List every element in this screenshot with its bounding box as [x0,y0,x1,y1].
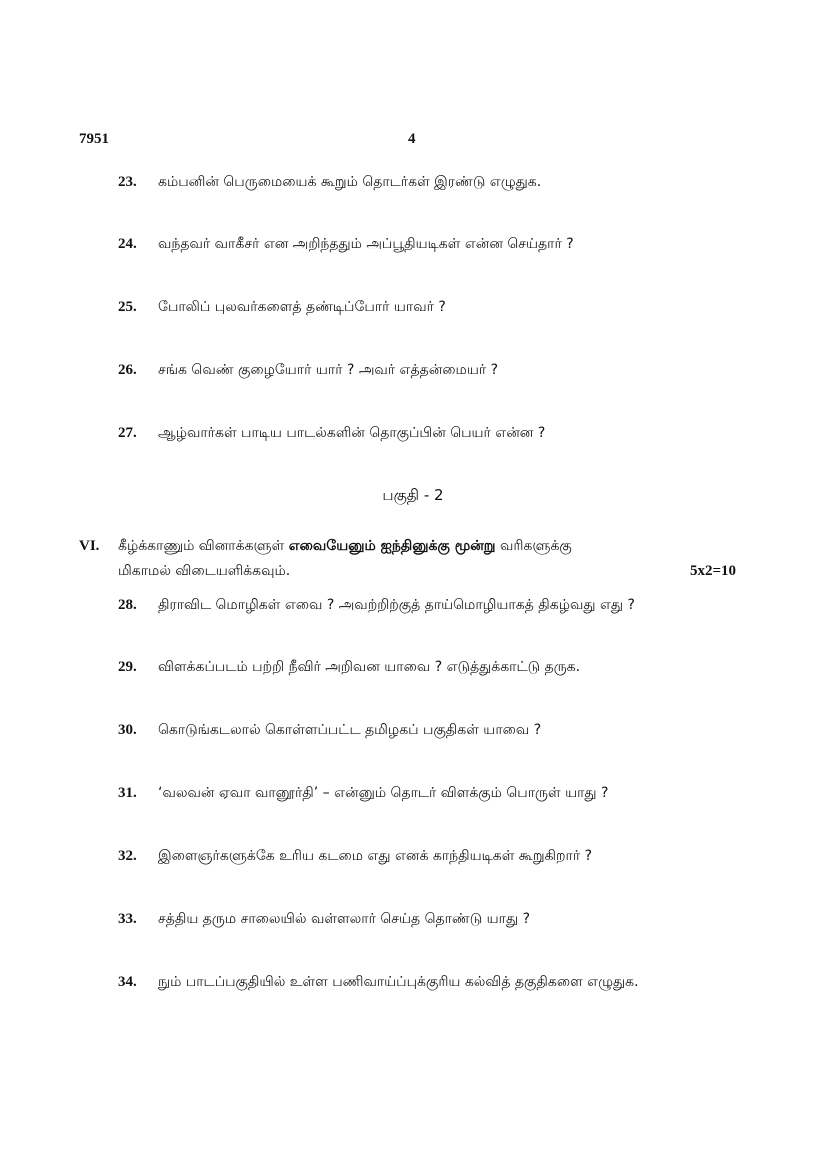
question-text: சத்திய தரும சாலையில் வள்ளலார் செய்த தொண்டு யாது ? [158,911,530,927]
question-text: விளக்கப்படம் பற்றி நீவிர் அறிவன யாவை ? எடுத்துக்காட்டு தருக. [158,659,581,675]
question-28 [118,597,635,615]
question-27 [118,425,545,443]
question-number: 30. [118,722,137,738]
question-text: வந்தவர் வாகீசர் என அறிந்ததும் அப்பூதியடிகள் என்ன செய்தார் ? [158,236,574,252]
instruction-emphasis: எவையேனும் ஐந்தினுக்கு மூன்று [288,538,496,554]
question-number: 31. [118,785,137,801]
question-30 [118,722,541,740]
marks-allocation: 5x2=10 [690,563,737,579]
instruction-text-after: வரிகளுக்கு [495,538,572,554]
question-text: இளைஞர்களுக்கே உரிய கடமை எது எனக் காந்தியடிகள் கூறுகிறார் ? [158,848,593,864]
instruction-number: VI. [79,538,100,554]
section-title: பகுதி - 2 [382,486,444,504]
question-text: திராவிட மொழிகள் எவை ? அவற்றிற்குத் தாய்மொழியாகத் திகழ்வது எது ? [158,597,635,613]
question-26 [118,362,498,380]
question-text: கம்பனின் பெருமையைக் கூறும் தொடர்கள் இரண்டு எழுதுக. [158,174,542,190]
question-number: 32. [118,848,137,864]
question-34 [118,974,639,992]
question-number: 34. [118,974,137,990]
question-text: ஆழ்வார்கள் பாடிய பாடல்களின் தொகுப்பின் பெயர் என்ன ? [158,425,546,441]
question-number: 33. [118,911,137,927]
question-text: போலிப் புலவர்களைத் தண்டிப்போர் யாவர் ? [158,299,446,315]
instruction-line-2: மிகாமல் விடையளிக்கவும். [118,563,291,579]
question-31 [118,785,608,803]
question-number: 28. [118,597,137,613]
instruction-text-before: கீழ்க்காணும் வினாக்களுள் [118,538,289,554]
question-number: 24. [118,236,137,252]
question-29 [118,659,580,677]
page-number: 4 [408,131,416,147]
question-number: 25. [118,299,137,315]
question-text: ‘வலவன் ஏவா வானூர்தி’ – என்னும் தொடர் விளக்கும் பொருள் யாது ? [158,785,609,801]
question-25 [118,299,446,317]
question-text: கொடுங்கடலால் கொள்ளப்பட்ட தமிழகப் பகுதிகள் யாவை ? [158,722,542,738]
question-text: சங்க வெண் குழையோர் யார் ? அவர் எத்தன்மையர் ? [158,362,499,378]
question-24 [118,236,574,254]
question-number: 27. [118,425,137,441]
instruction-line-1 [118,538,572,556]
question-text: நும் பாடப்பகுதியில் உள்ள பணிவாய்ப்புக்குரிய கல்வித் தகுதிகளை எழுதுக. [158,974,639,990]
question-23 [118,174,541,192]
question-33 [118,911,530,929]
paper-code: 7951 [79,131,109,147]
question-number: 23. [118,174,137,190]
question-number: 29. [118,659,137,675]
question-number: 26. [118,362,137,378]
question-32 [118,848,592,866]
